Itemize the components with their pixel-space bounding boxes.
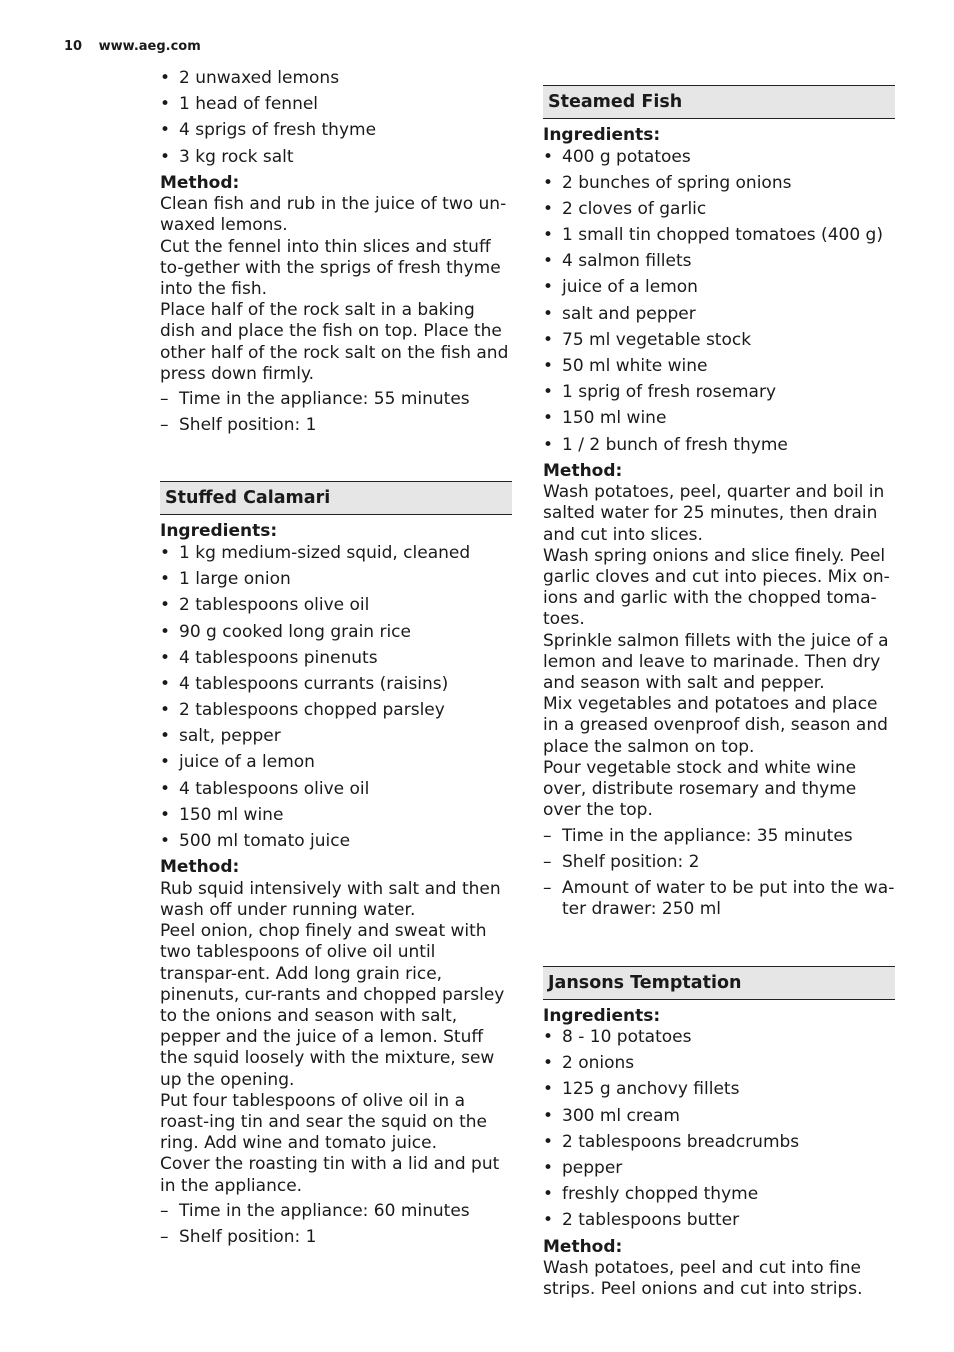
ingredient-item: • 2 tablespoons chopped parsley (160, 700, 512, 722)
method-label: Method: (543, 1236, 623, 1257)
ingredient-item: • 1 large onion (160, 569, 512, 591)
ingredient-item: • 4 tablespoons olive oil (160, 779, 512, 801)
jansons-method-text (543, 1258, 895, 1300)
ingredient-item: • 50 ml white wine (543, 356, 895, 378)
method-paragraph: Wash potatoes, peel and cut into fine strips. Peel onions and cut into strips. (543, 1258, 863, 1300)
ingredient-item: • 1 head of fennel (160, 94, 512, 116)
ingredient-item: • 1 sprig of fresh rosemary (543, 382, 895, 404)
ingredients-label: Ingredients: (160, 521, 278, 542)
ingredient-item: • pepper (543, 1158, 895, 1180)
setting-item: – Shelf position: 1 (160, 415, 512, 437)
page-number: 10 (64, 39, 83, 54)
section-heading-steamed-fish: Steamed Fish (543, 85, 895, 119)
setting-item: – Time in the appliance: 55 minutes (160, 389, 512, 411)
ingredient-item: • 150 ml wine (543, 408, 895, 430)
ingredient-item: • 8 - 10 potatoes (543, 1027, 895, 1049)
ingredient-item: • salt and pepper (543, 304, 895, 326)
ingredient-item: • freshly chopped thyme (543, 1184, 895, 1206)
intro-method-text (160, 194, 512, 385)
steamed-fish-ingredient-list (543, 147, 895, 457)
ingredient-item: • 2 unwaxed lemons (160, 68, 512, 90)
ingredient-item: • juice of a lemon (543, 277, 895, 299)
ingredient-item: • salt, pepper (160, 726, 512, 748)
calamari-method-text (160, 879, 512, 1197)
page-header (64, 39, 201, 54)
method-paragraph: Cover the roasting tin with a lid and put in the appliance. (160, 1154, 500, 1196)
ingredient-item: • juice of a lemon (160, 752, 512, 774)
ingredient-item: • 90 g cooked long grain rice (160, 622, 512, 644)
method-paragraph: Pour vegetable stock and white wine over, distribute rosemary and thyme over the top. (543, 757, 857, 821)
ingredient-item: • 2 tablespoons butter (543, 1210, 895, 1232)
method-paragraph: Wash spring onions and slice finely. Peel garlic cloves and cut into pieces. Mix on-ions and garlic with the chopped toma-toes. (543, 545, 890, 630)
section-heading-jansons-temptation: Jansons Temptation (543, 966, 895, 1000)
method-paragraph: Put four tablespoons of olive oil in a roast-ing tin and sear the squid on the ring. Add wine and tomato juice. (160, 1090, 487, 1154)
setting-item: – Time in the appliance: 35 minutes (543, 826, 895, 848)
ingredient-item: • 2 bunches of spring onions (543, 173, 895, 195)
method-paragraph: Wash potatoes, peel, quarter and boil in salted water for 25 minutes, then drain and cut into slices. (543, 482, 885, 545)
steamed-fish-method-text (543, 482, 895, 821)
method-paragraph: Sprinkle salmon fillets with the juice of a lemon and leave to marinade. Then dry and season with salt and pepper. (543, 630, 889, 694)
intro-settings-list (160, 389, 512, 437)
ingredient-item: • 4 salmon fillets (543, 251, 895, 273)
ingredient-item: • 1 / 2 bunch of fresh thyme (543, 435, 895, 457)
steamed-fish-settings-list (543, 826, 895, 921)
setting-item: – Time in the appliance: 60 minutes (160, 1201, 512, 1223)
setting-item: – Amount of water to be put into the wa-ter drawer: 250 ml (543, 878, 895, 921)
ingredient-item: • 4 tablespoons pinenuts (160, 648, 512, 670)
ingredients-label: Ingredients: (543, 125, 661, 145)
calamari-settings-list (160, 1201, 512, 1249)
calamari-ingredient-list (160, 543, 512, 853)
site-url[interactable]: www.aeg.com (98, 39, 201, 54)
right-column (543, 85, 895, 1300)
ingredient-item: • 1 small tin chopped tomatoes (400 g) (543, 225, 895, 247)
method-paragraph: Cut the fennel into thin slices and stuff to-gether with the sprigs of fresh thyme into the fish. (160, 236, 501, 300)
ingredient-item: • 4 tablespoons currants (raisins) (160, 674, 512, 696)
method-paragraph: Place half of the rock salt in a baking dish and place the fish on top. Place the other half of the rock salt on the fish and press down firmly. (160, 300, 509, 384)
method-paragraph: Mix vegetables and potatoes and place in a greased ovenproof dish, season and place the salmon on top. (543, 694, 888, 757)
method-paragraph: Peel onion, chop finely and sweat with two tablespoons of olive oil until transpar-ent. Add long grain rice, pinenuts, cur-rants and chopped parsley to the onions and season with salt, pepper and the juice of a lemon. Stuff the squid loosely with the mixture, sew up the opening. (160, 921, 505, 1090)
left-column (160, 68, 512, 1253)
ingredient-item: • 2 tablespoons breadcrumbs (543, 1132, 895, 1154)
ingredient-item: • 2 cloves of garlic (543, 199, 895, 221)
ingredient-item: • 75 ml vegetable stock (543, 330, 895, 352)
ingredient-item: • 4 sprigs of fresh thyme (160, 120, 512, 142)
ingredient-item: • 2 tablespoons olive oil (160, 595, 512, 617)
ingredient-item: • 500 ml tomato juice (160, 831, 512, 853)
intro-ingredient-list (160, 68, 512, 168)
ingredient-item: • 150 ml wine (160, 805, 512, 827)
ingredient-item: • 3 kg rock salt (160, 147, 512, 169)
ingredient-item: • 300 ml cream (543, 1106, 895, 1128)
ingredient-item: • 125 g anchovy fillets (543, 1079, 895, 1101)
method-label: Method: (160, 857, 240, 878)
method-paragraph: Clean fish and rub in the juice of two un-waxed lemons. (160, 194, 507, 236)
method-label: Method: (543, 460, 623, 481)
setting-item: – Shelf position: 1 (160, 1227, 512, 1249)
section-heading-stuffed-calamari: Stuffed Calamari (160, 481, 512, 515)
ingredient-item: • 1 kg medium-sized squid, cleaned (160, 543, 512, 565)
method-paragraph: Rub squid intensively with salt and then wash off under running water. (160, 878, 501, 920)
ingredient-item: • 2 onions (543, 1053, 895, 1075)
method-label: Method: (160, 172, 240, 193)
jansons-ingredient-list (543, 1027, 895, 1232)
ingredient-item: • 400 g potatoes (543, 147, 895, 169)
setting-item: – Shelf position: 2 (543, 852, 895, 874)
ingredients-label: Ingredients: (543, 1005, 661, 1026)
